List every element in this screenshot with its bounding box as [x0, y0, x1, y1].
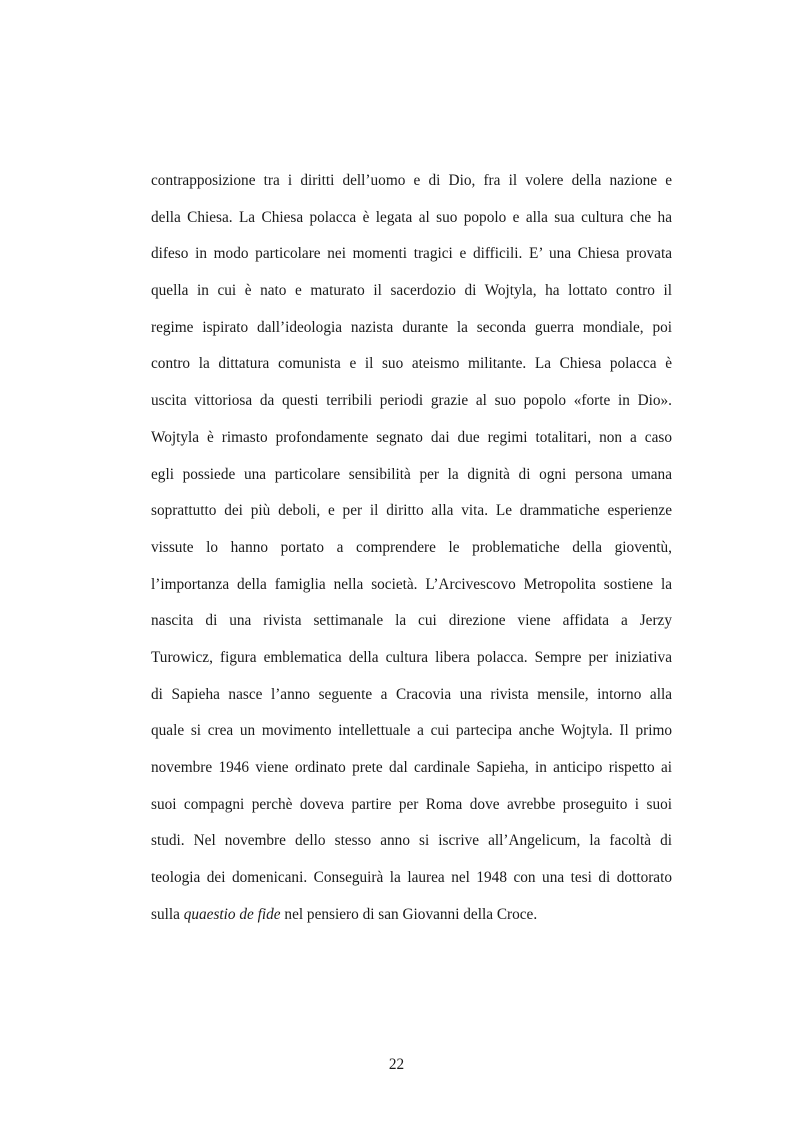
text-line: Turowicz, figura emblematica della cultura libera polacca. Sempre per iniziativa — [151, 648, 672, 666]
text-run: nel pensiero di san Giovanni della Croce. — [280, 905, 538, 923]
text-line: regime ispirato dall’ideologia nazista durante la seconda guerra mondiale, poi — [151, 318, 672, 336]
text-line: difeso in modo particolare nei momenti tragici e difficili. E’ una Chiesa provata — [151, 245, 672, 263]
text-line: nascita di una rivista settimanale la cui direzione viene affidata a Jerzy — [151, 612, 672, 630]
text-line: vissute lo hanno portato a comprendere le problematiche della gioventù, — [151, 538, 672, 556]
text-line-last — [151, 900, 672, 937]
text-line: di Sapieha nasce l’anno seguente a Cracovia una rivista mensile, intorno alla — [151, 685, 672, 703]
italic-title: quaestio de fide — [183, 905, 281, 923]
text-line: contrapposizione tra i diritti dell’uomo e di Dio, fra il volere della nazione e — [151, 172, 672, 189]
text-line: uscita vittoriosa da questi terribili periodi grazie al suo popolo «forte in Dio». — [151, 392, 672, 410]
text-line: teologia dei domenicani. Conseguirà la laurea nel 1948 con una tesi di dottorato — [151, 869, 672, 887]
body-paragraph — [151, 166, 672, 936]
text-line: novembre 1946 viene ordinato prete dal cardinale Sapieha, in anticipo rispetto ai — [151, 759, 672, 776]
text-line: l’importanza della famiglia nella società. L’Arcivescovo Metropolita sostiene la — [151, 575, 672, 593]
page-number: 22 — [388, 1056, 405, 1073]
text-line: quella in cui è nato e maturato il sacerdozio di Wojtyla, ha lottato contro il — [151, 282, 672, 300]
text-line: Wojtyla è rimasto profondamente segnato dai due regimi totalitari, non a caso — [151, 428, 672, 446]
text-line: della Chiesa. La Chiesa polacca è legata al suo popolo e alla sua cultura che ha — [151, 208, 672, 226]
text-run: sulla — [151, 905, 184, 923]
text-line: egli possiede una particolare sensibilità per la dignità di ogni persona umana — [151, 465, 672, 483]
text-line: soprattutto dei più deboli, e per il diritto alla vita. Le drammatiche esperienze — [151, 502, 672, 520]
text-line: contro la dittatura comunista e il suo ateismo militante. La Chiesa polacca è — [151, 355, 672, 373]
text-line: quale si crea un movimento intellettuale a cui partecipa anche Wojtyla. Il primo — [151, 722, 672, 740]
text-line: suoi compagni perchè doveva partire per Roma dove avrebbe proseguito i suoi — [151, 795, 672, 813]
text-line: studi. Nel novembre dello stesso anno si iscrive all’Angelicum, la facoltà di — [151, 832, 672, 850]
